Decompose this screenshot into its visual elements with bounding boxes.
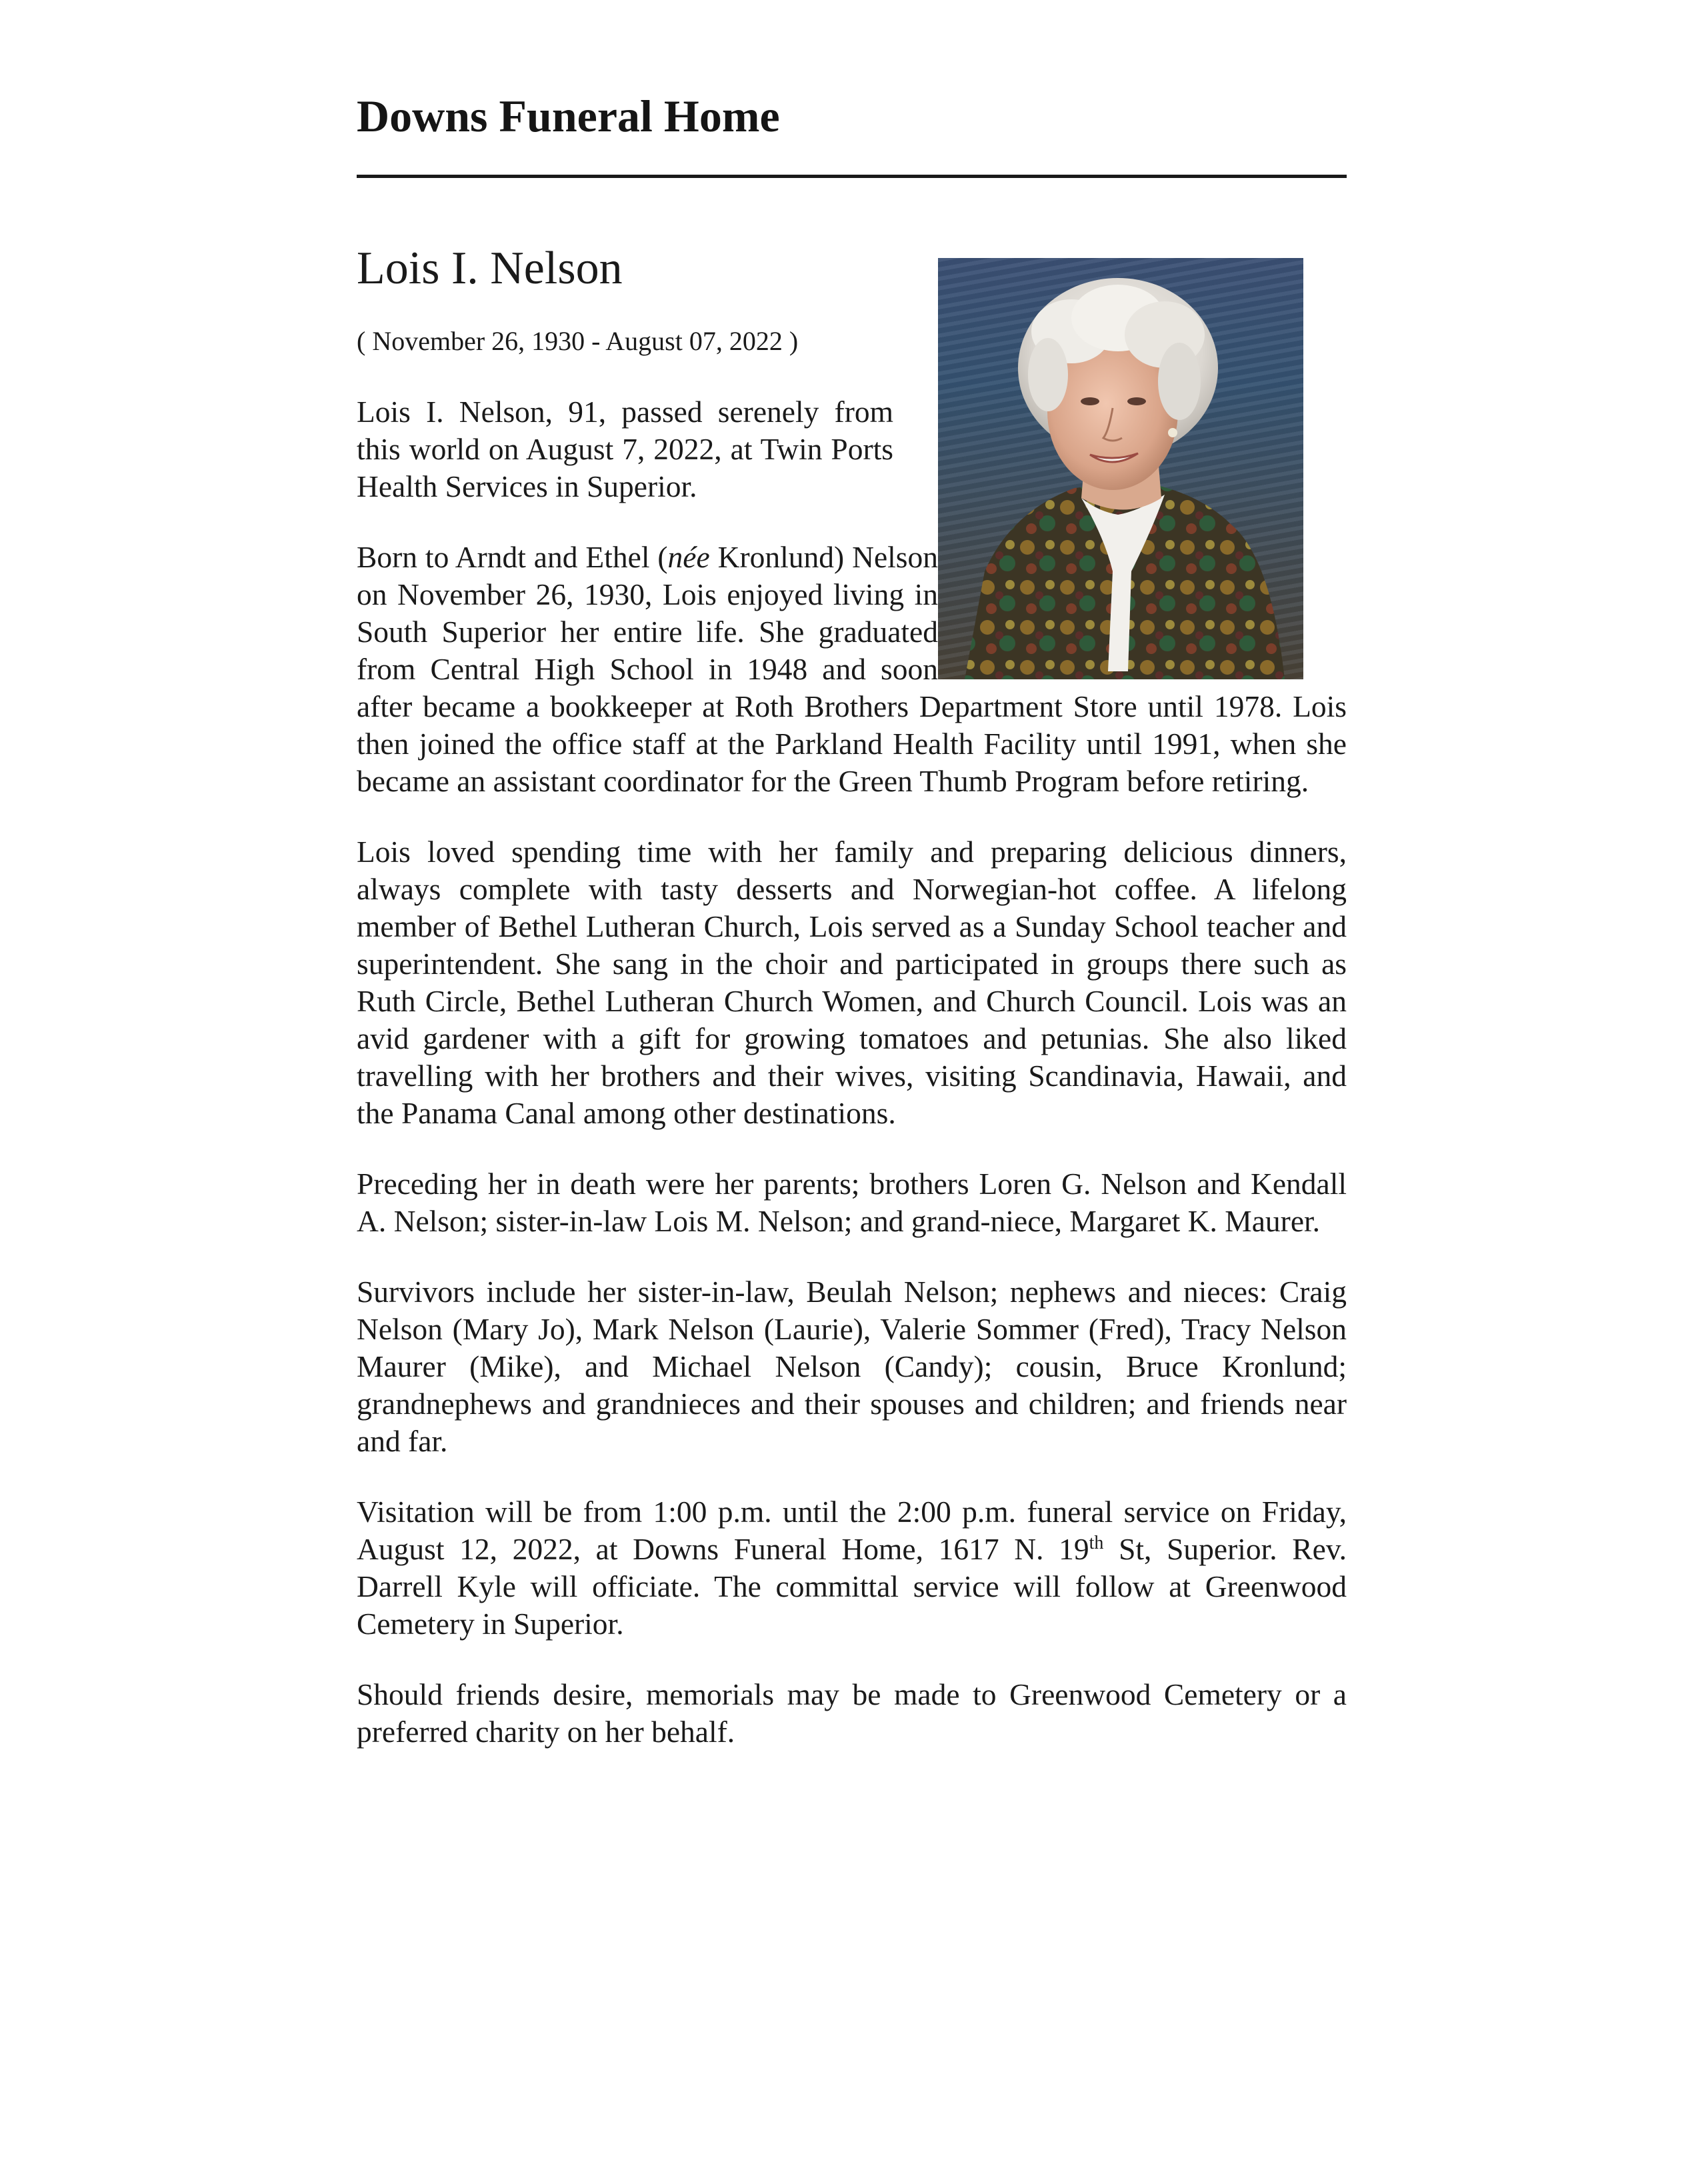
- superscript: th: [1089, 1532, 1104, 1553]
- header-divider: [357, 175, 1347, 178]
- text-span: Visitation will be from 1:00 p.m. until the 2:00 p.m. funeral service on Friday, August 12, 2022, at Downs Funeral Home, 1617 N. 19: [357, 1495, 1347, 1566]
- text-span: St, Superior. Rev. Darrell Kyle will officiate. The committal service will follow at Greenwood Cemetery in Superior.: [357, 1532, 1347, 1641]
- portrait-photo-icon: [938, 258, 1303, 679]
- deceased-name: Lois I. Nelson: [357, 243, 623, 294]
- obituary-body: [357, 393, 1347, 1784]
- italic-text: née: [667, 540, 710, 574]
- obituary-paragraph: Lois I. Nelson, 91, passed serenely from this world on August 7, 2022, at Twin Ports Health Services in Superior.: [357, 395, 893, 503]
- life-dates: ( November 26, 1930 - August 07, 2022 ): [357, 326, 799, 356]
- text-span: Born to Arndt and Ethel (: [357, 540, 668, 574]
- obituary-paragraph: [357, 1493, 1347, 1643]
- text-span: Kronlund) Nelson on November 26, 1930, Lois enjoyed living in South Superior her entire life. She graduated from Central High School in 1948 and soon after became a bookkeeper at Roth Brothers Department Store until 1978. Lois then joined the office staff at the Parkland Health Facility until 1991, when she became an assistant coordinator for the Green Thumb Program before retiring.: [357, 540, 1347, 798]
- portrait-photo: [938, 258, 1303, 679]
- obituary-paragraph: Survivors include her sister-in-law, Beulah Nelson; nephews and nieces: Craig Nelson (Mary Jo), Mark Nelson (Laurie), Valerie Sommer (Fred), Tracy Nelson Maurer (Mike), and Michael Nelson (Candy); cousin, Bruce Kronlund; grandnephews and grandnieces and their spouses and children; and friends near and far.: [357, 1275, 1347, 1458]
- obituary-paragraph: Preceding her in death were her parents; brothers Loren G. Nelson and Kendall A. Nelson; sister-in-law Lois M. Nelson; and grand-niece, Margaret K. Maurer.: [357, 1167, 1347, 1238]
- funeral-home-title: Downs Funeral Home: [357, 91, 780, 141]
- obituary-paragraph: Should friends desire, memorials may be made to Greenwood Cemetery or a preferred charity on her behalf.: [357, 1677, 1347, 1749]
- obituary-paragraph: Lois loved spending time with her family and preparing delicious dinners, always complete with tasty desserts and Norwegian-hot coffee. A lifelong member of Bethel Lutheran Church, Lois served as a Sunday School teacher and superintendent. She sang in the choir and participated in groups there such as Ruth Circle, Bethel Lutheran Church Women, and Church Council. Lois was an avid gardener with a gift for growing tomatoes and petunias. She also liked travelling with her brothers and their wives, visiting Scandinavia, Hawaii, and the Panama Canal among other destinations.: [357, 835, 1347, 1130]
